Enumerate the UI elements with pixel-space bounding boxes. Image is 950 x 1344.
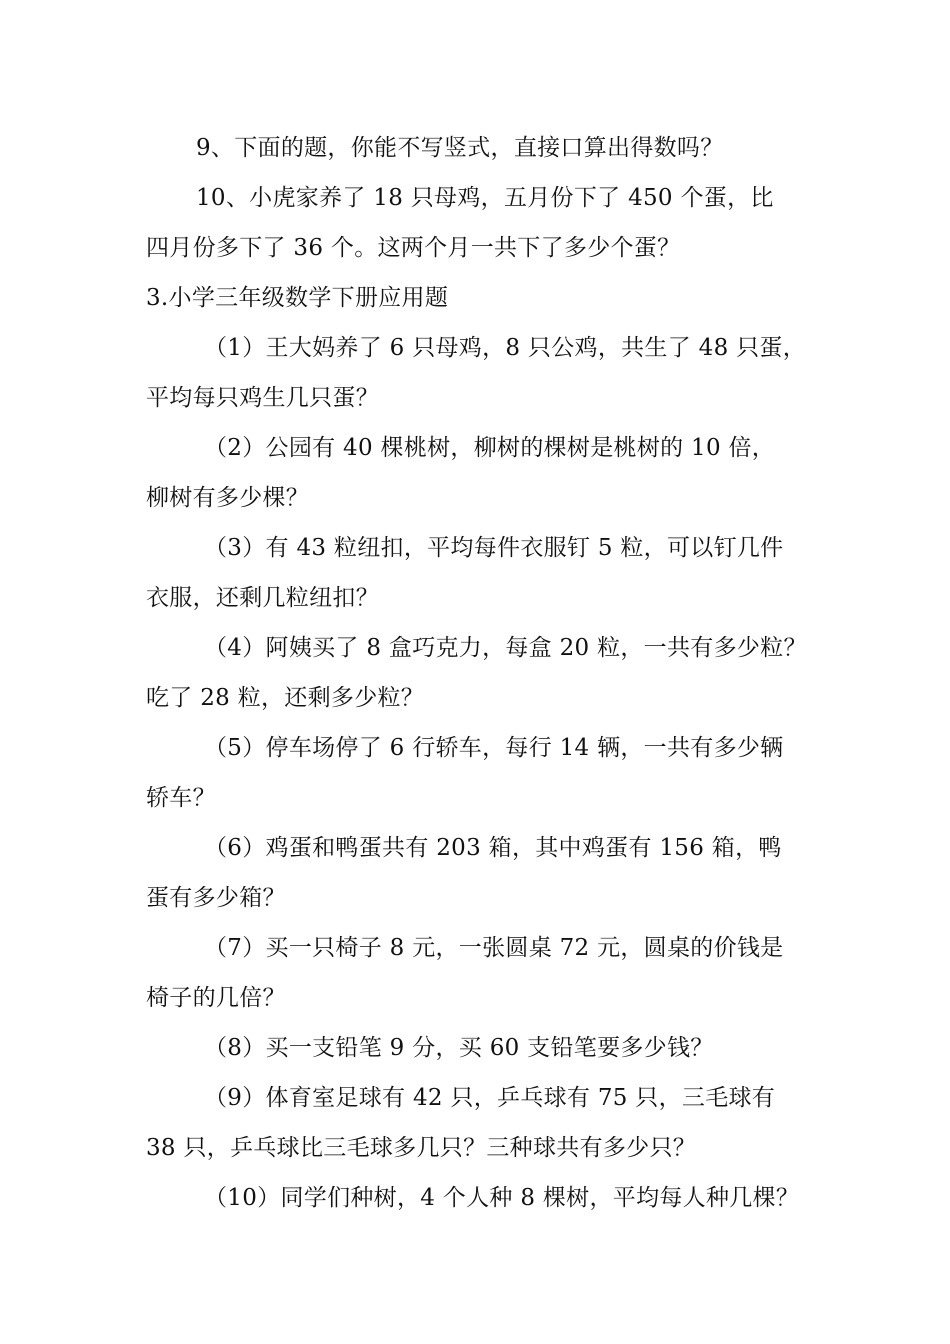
problem-7-line-1: （7）买一只椅子 8 元，一张圆桌 72 元，圆桌的价钱是 [204, 935, 784, 961]
problem-6-line-1: （6）鸡蛋和鸭蛋共有 203 箱，其中鸡蛋有 156 箱，鸭 [204, 835, 782, 861]
problem-2-line-2: 柳树有多少棵？ [146, 485, 310, 511]
question-9-line-1: 9、下面的题，你能不写竖式，直接口算出得数吗？ [196, 135, 724, 161]
problem-10-line-1: （10）同学们种树，4 个人种 8 棵树，平均每人种几棵？ [204, 1185, 800, 1211]
problem-7-line-2: 椅子的几倍？ [146, 985, 286, 1011]
problem-4-line-2: 吃了 28 粒，还剩多少粒？ [146, 685, 425, 711]
section-heading: 3.小学三年级数学下册应用题 [146, 285, 449, 311]
problem-9-line-2: 38 只，乒乓球比三毛球多几只？三种球共有多少只？ [146, 1135, 697, 1161]
question-10-line-1: 10、小虎家养了 18 只母鸡，五月份下了 450 个蛋，比 [196, 185, 774, 211]
problem-3-line-2: 衣服，还剩几粒纽扣？ [146, 585, 379, 611]
problem-9-line-1: （9）体育室足球有 42 只，乒乓球有 75 只，三毛球有 [204, 1085, 776, 1111]
question-10-line-2: 四月份多下了 36 个。这两个月一共下了多少个蛋？ [146, 235, 681, 261]
problem-1-line-2: 平均每只鸡生几只蛋？ [146, 385, 379, 411]
problem-2-line-1: （2）公园有 40 棵桃树，柳树的棵树是桃树的 10 倍， [204, 435, 776, 461]
problem-5-line-1: （5）停车场停了 6 行轿车，每行 14 辆，一共有多少辆 [204, 735, 784, 761]
problem-3-line-1: （3）有 43 粒纽扣，平均每件衣服钉 5 粒，可以钉几件 [204, 535, 784, 561]
problem-6-line-2: 蛋有多少箱？ [146, 885, 286, 911]
problem-1-line-1: （1）王大妈养了 6 只母鸡，8 只公鸡，共生了 48 只蛋， [204, 335, 807, 361]
problem-5-line-2: 轿车？ [146, 785, 216, 811]
problem-4-line-1: （4）阿姨买了 8 盒巧克力，每盒 20 粒，一共有多少粒？ [204, 635, 807, 661]
problem-8-line-1: （8）买一支铅笔 9 分，买 60 支铅笔要多少钱？ [204, 1035, 714, 1061]
